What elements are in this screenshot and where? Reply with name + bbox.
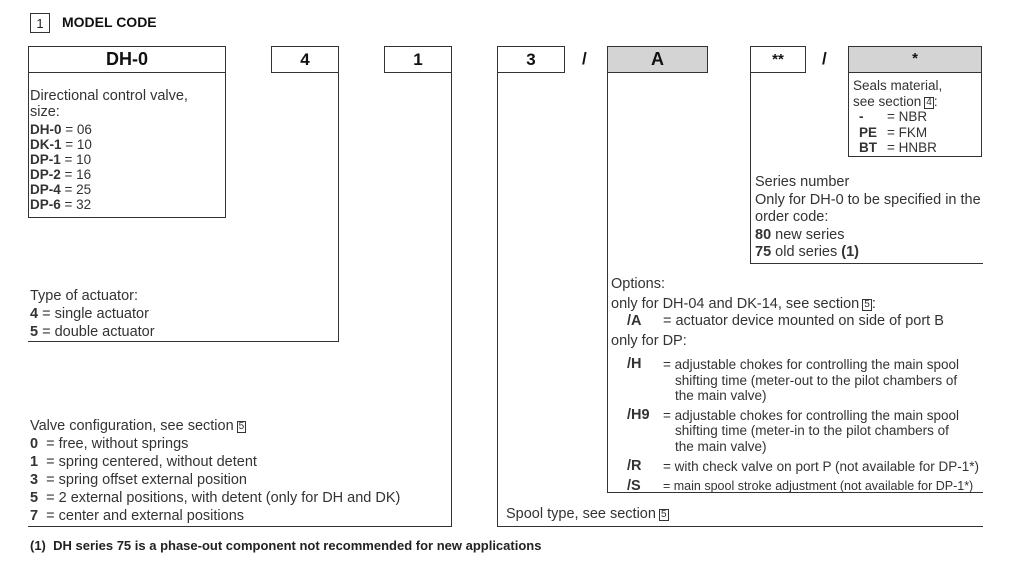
code-slash: / (822, 49, 827, 68)
series-description (755, 174, 981, 262)
section-ref: 5 (660, 509, 667, 520)
code-box-size: DH-0 (28, 46, 226, 73)
connector-line (28, 73, 29, 218)
list-item: 5 = 2 external positions, with detent (only for DH and DK) (30, 490, 401, 506)
connector-line (848, 73, 849, 157)
connector-line (497, 73, 498, 527)
list-item: DP-4 = 25 (30, 182, 92, 197)
list-item: - = NBR (859, 109, 928, 124)
configuration-description (30, 417, 400, 525)
list-item: /A = actuator device mounted on side of port B (627, 313, 944, 329)
valve-size-title-line2: size: (30, 104, 60, 120)
connector-line (607, 73, 608, 493)
configuration-title: Valve configuration, see section 5 (30, 418, 245, 434)
code-box-configuration: 1 (384, 46, 452, 73)
list-item: 0 = free, without springs (30, 436, 189, 452)
connector-line (28, 217, 226, 218)
options-note-dp: only for DP: (611, 332, 687, 349)
series-note-line2: order code: (755, 209, 829, 225)
connector-line (750, 263, 983, 264)
code-box-series: ** (750, 46, 806, 73)
section-ref: 5 (864, 298, 870, 310)
code-box-spool: 3 (497, 46, 565, 73)
list-item: 1 = spring centered, without detent (30, 454, 257, 470)
list-item: /H9 = adjustable chokes for controlling the main spool shifting time (meter-in to the pilot chambers of the main valve) (627, 406, 960, 454)
valve-size-description (30, 88, 188, 120)
seals-description (853, 78, 942, 156)
connector-line (750, 73, 751, 264)
list-item: DP-2 = 16 (30, 167, 92, 182)
spool-description: Spool type, see section 5 (506, 506, 667, 522)
list-item: 80 new series (755, 226, 845, 243)
list-item: /S = main spool stroke adjustment (not available for DP-1*) (627, 477, 974, 494)
list-item: /H = adjustable chokes for controlling the main spool shifting time (meter-out to the pilot chambers of the main valve) (627, 356, 960, 403)
list-item: 5 = double actuator (30, 324, 155, 340)
list-item: DP-6 = 32 (30, 197, 92, 212)
list-item: DK-1 = 10 (30, 137, 92, 152)
code-slash: / (582, 49, 587, 68)
list-item: 7 = center and external positions (30, 508, 245, 524)
connector-line (338, 73, 339, 342)
footnote: (1) DH series 75 is a phase-out component not recommended for new applications (30, 538, 542, 553)
connector-line (451, 73, 452, 527)
section-ref: 4 (926, 96, 932, 108)
list-item: BT = HNBR (859, 140, 937, 155)
actuator-description (30, 287, 155, 341)
connector-line (848, 156, 982, 157)
valve-size-list (30, 122, 92, 212)
list-item: 75 old series (1) (755, 244, 859, 260)
code-box-options: A (607, 46, 708, 73)
connector-line (28, 341, 339, 342)
list-item: DH-0 = 06 (30, 122, 92, 137)
connector-line (981, 73, 982, 157)
page-title: MODEL CODE (62, 14, 157, 30)
code-box-seals: * (848, 46, 982, 73)
section-ref: 5 (238, 421, 245, 432)
connector-line (28, 526, 452, 527)
actuator-title: Type of actuator: (30, 288, 139, 304)
series-note: Only for DH-0 to be specified in the (755, 191, 981, 208)
section-number-badge: 1 (30, 13, 50, 33)
seals-title: Seals material, (853, 78, 943, 93)
connector-line (497, 526, 983, 527)
seals-title-line2: see section 4 : (853, 93, 938, 109)
list-item: 3 = spring offset external position (30, 472, 247, 488)
options-description (611, 276, 944, 350)
options-note-dh: only for DH-04 and DK-14, see section 5 : (611, 295, 876, 312)
list-item: PE = FKM (859, 124, 928, 140)
series-title: Series number (755, 174, 850, 190)
valve-size-title: Directional control valve, (30, 88, 188, 104)
list-item: DP-1 = 10 (30, 152, 92, 167)
code-box-actuator: 4 (271, 46, 339, 73)
list-item: 4 = single actuator (30, 306, 149, 322)
list-item: /R = with check valve on port P (not available for DP-1*) (627, 458, 980, 474)
connector-line (225, 73, 226, 218)
options-dp-list (627, 357, 979, 494)
options-title: Options: (611, 276, 665, 292)
